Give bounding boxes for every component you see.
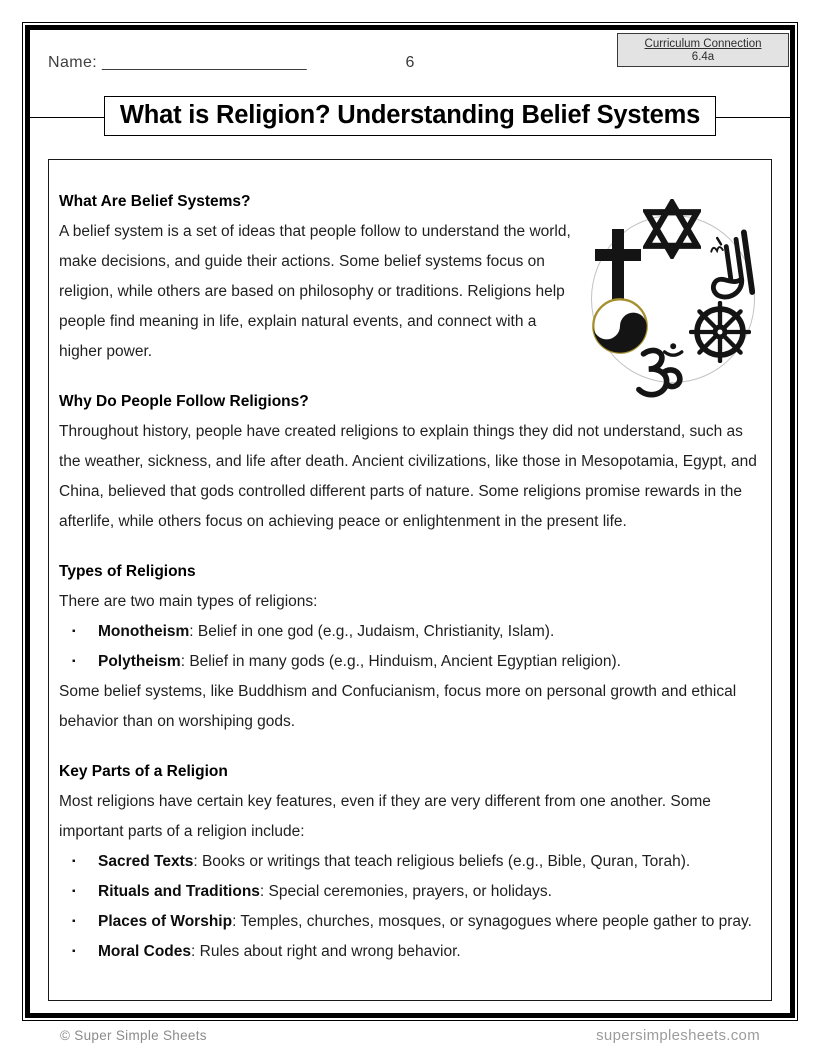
section-heading: Types of Religions	[59, 563, 196, 580]
dharma-wheel-icon	[689, 301, 751, 363]
bullet-square-icon: ▪	[72, 656, 76, 667]
paragraph: Most religions have certain key features, even if they are very different from one another. Some important parts of a religion include:	[59, 793, 711, 840]
om-icon	[627, 341, 693, 405]
page-number: 6	[405, 54, 415, 71]
bullet-definition: : Temples, churches, mosques, or synagogues where people gather to pray.	[232, 913, 752, 930]
bullet-definition: : Belief in many gods (e.g., Hinduism, Ancient Egyptian religion).	[180, 653, 621, 670]
bullet-term: Rituals and Traditions	[98, 883, 260, 900]
allah-calligraphy-icon	[687, 225, 755, 305]
bullet-term: Places of Worship	[98, 913, 233, 930]
page-inner-border	[25, 25, 795, 1018]
section-heading: Why Do People Follow Religions?	[59, 393, 309, 410]
name-field	[48, 54, 307, 72]
bullet-definition: : Belief in one god (e.g., Judaism, Christianity, Islam).	[189, 623, 555, 640]
list-item	[59, 877, 761, 907]
title-banner-row	[48, 96, 772, 138]
section-types-of-religions	[59, 557, 761, 737]
list-item	[59, 937, 761, 967]
bullet-square-icon: ▪	[72, 916, 76, 927]
page-outer-border	[22, 22, 798, 1021]
footer-website-link[interactable]: supersimplesheets.com	[596, 1027, 760, 1044]
list-item	[59, 617, 761, 647]
list-item	[59, 647, 761, 677]
footer-copyright: © Super Simple Sheets	[60, 1028, 207, 1043]
bullet-term: Moral Codes	[98, 943, 192, 960]
section-why-follow-religions	[59, 387, 761, 537]
bullet-square-icon: ▪	[72, 886, 76, 897]
section-heading: Key Parts of a Religion	[59, 763, 228, 780]
paragraph: Throughout history, people have created religions to explain things they did not understand, such as the weather, sickness, and life after death. Ancient civilizations, like those in Mesopotamia, Egypt, and China, believed that gods controlled different parts of nature. Some religions promise rewards in the afterlife, while others focus on achieving peace or enlightenment in the present life.	[59, 423, 757, 530]
list-item	[59, 847, 761, 877]
bullet-square-icon: ▪	[72, 946, 76, 957]
header	[48, 30, 772, 82]
bullet-definition: : Special ceremonies, prayers, or holidays.	[259, 883, 552, 900]
curriculum-connection-title: Curriculum Connection	[644, 38, 762, 50]
religious-symbols-figure	[587, 201, 761, 409]
paragraph: A belief system is a set of ideas that people follow to understand the world, make decisions, and guide their actions. Some belief systems focus on religion, while others are based on philosophy or traditions. Religions help people find meaning in life, explain natural events, and connect with a higher power.	[59, 223, 571, 360]
section-key-parts-of-a-religion	[59, 757, 761, 967]
list-item	[59, 907, 761, 937]
paragraph: Some belief systems, like Buddhism and Confucianism, focus more on personal growth and ethical behavior than on worshiping gods.	[59, 683, 737, 730]
bullet-definition: : Rules about right and wrong behavior.	[191, 943, 461, 960]
page-title: What is Religion? Understanding Belief Systems	[104, 96, 716, 136]
content-box	[48, 159, 772, 1001]
bullet-term: Polytheism	[98, 653, 181, 670]
section-heading: What Are Belief Systems?	[59, 193, 251, 210]
bullet-term: Sacred Texts	[98, 853, 194, 870]
paragraph: There are two main types of religions:	[59, 593, 318, 610]
curriculum-connection-code: 6.4a	[691, 51, 715, 63]
bullet-square-icon: ▪	[72, 856, 76, 867]
bullet-square-icon: ▪	[72, 626, 76, 637]
name-blank-line[interactable]: _______________________	[101, 54, 307, 71]
bullet-definition: : Books or writings that teach religious beliefs (e.g., Bible, Quran, Torah).	[193, 853, 691, 870]
name-label: Name:	[48, 54, 98, 71]
bullet-term: Monotheism	[98, 623, 190, 640]
curriculum-connection-box	[617, 33, 789, 67]
